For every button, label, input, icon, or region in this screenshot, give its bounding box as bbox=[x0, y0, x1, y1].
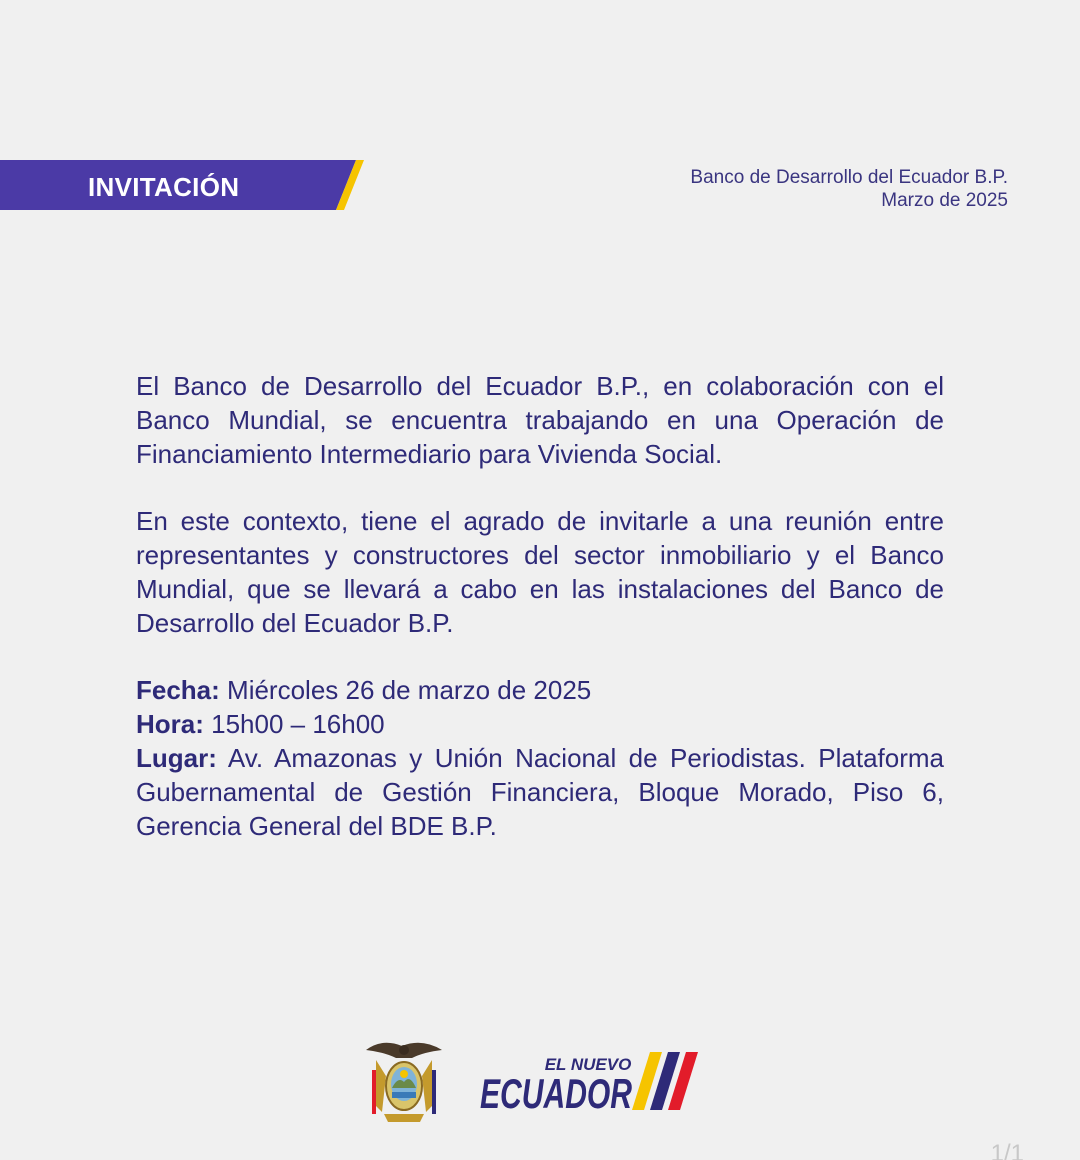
detail-lugar bbox=[136, 741, 944, 843]
header-meta bbox=[690, 166, 1008, 212]
detail-hora bbox=[136, 707, 944, 741]
organization-name: Banco de Desarrollo del Ecuador B.P. bbox=[690, 167, 1008, 188]
detail-fecha bbox=[136, 673, 944, 707]
paragraph-intro: El Banco de Desarrollo del Ecuador B.P., en colaboración con el Banco Mundial, se encuentra trabajando en una Operación de Financiamiento Intermediario para Vivienda Social. bbox=[136, 371, 944, 469]
document-date: Marzo de 2025 bbox=[881, 190, 1008, 211]
footer-logos bbox=[362, 1036, 722, 1126]
title-banner bbox=[0, 160, 372, 212]
ecuador-coat-of-arms-icon bbox=[362, 1036, 446, 1124]
brand-small-text: EL NUEVO bbox=[544, 1055, 632, 1074]
page-number: 1/1 bbox=[990, 1140, 1024, 1160]
hora-label: Hora: bbox=[136, 709, 204, 739]
lugar-label: Lugar: bbox=[136, 743, 217, 773]
brand-large-text: ECUADOR bbox=[480, 1070, 633, 1114]
fecha-value: Miércoles 26 de marzo de 2025 bbox=[219, 675, 592, 705]
page-title: INVITACIÓN bbox=[88, 172, 240, 202]
hora-value: 15h00 – 16h00 bbox=[203, 709, 385, 739]
paragraph-invitation: En este contexto, tiene el agrado de invitarle a una reunión entre representantes y constructores del sector inmobiliario y el Banco Mundial, que se llevará a cabo en las instalaciones del Banco de Desarrollo del Ecuador B.P. bbox=[136, 506, 944, 638]
lugar-value: Av. Amazonas y Unión Nacional de Periodistas. Plataforma Gubernamental de Gestión Financiera, Bloque Morado, Piso 6, Gerencia General del BDE B.P. bbox=[136, 743, 944, 841]
event-details bbox=[136, 673, 944, 843]
invitation-body bbox=[136, 369, 944, 843]
fecha-label: Fecha: bbox=[136, 675, 220, 705]
el-nuevo-ecuador-logo bbox=[476, 1046, 716, 1114]
